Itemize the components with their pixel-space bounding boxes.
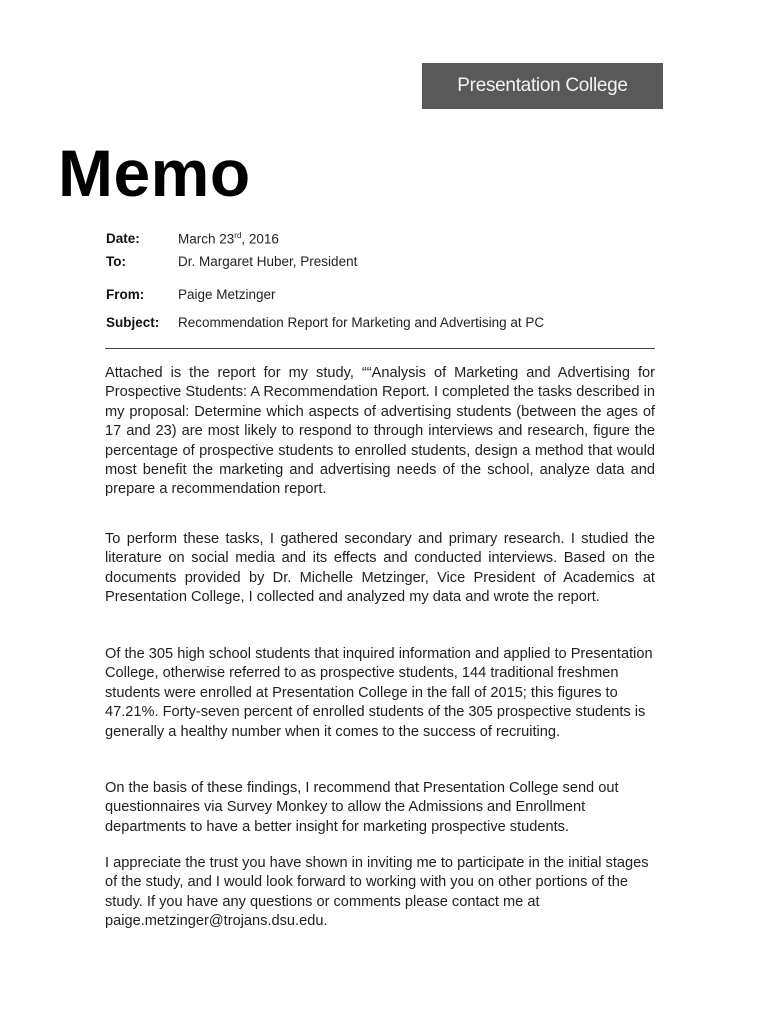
from-label: From: (106, 287, 145, 302)
date-suffix: rd (234, 231, 242, 240)
date-value (178, 231, 279, 247)
date-label: Date: (106, 231, 140, 246)
header-divider (105, 348, 655, 349)
college-banner (422, 63, 663, 109)
body-paragraph-1: Attached is the report for my study, ““Analysis of Marketing and Advertising for Prospective Students: A Recommendation Report. I completed the tasks described in my proposal: Determine which aspects of advertising students (between the ages of 17 and 23) are most likely to respond to through interviews and research, figure the percentage of prospective students to enrolled students, design a method that would most benefit the marketing and advertising needs of the school, analyze data and prepare a recommendation report. (105, 365, 655, 498)
memo-date-row (106, 231, 279, 247)
body-paragraph-2: To perform these tasks, I gathered secondary and primary research. I studied the literature on social media and its effects and conducted interviews. Based on the documents provided by Dr. Michelle Metzinger, Vice President of Academics at Presentation College, I collected and analyzed my data and wrote the report. (105, 531, 655, 606)
body-paragraph-4: On the basis of these findings, I recommend that Presentation College send out questionnaires via Survey Monkey to allow the Admissions and Enrollment departments to have a better insight for marketing prospective students. (105, 780, 619, 835)
subject-value: Recommendation Report for Marketing and Advertising at PC (178, 315, 545, 330)
date-year: , 2016 (241, 231, 279, 247)
body-paragraph-3: Of the 305 high school students that inquired information and applied to Presentation College, otherwise referred to as prospective students, 144 traditional freshmen students were enrolled at Presentation College in the fall of 2015; this figures to 47.21%. Forty-seven percent of enrolled students of the 305 prospective students is generally a healthy number when it comes to the success of recruiting. (105, 646, 653, 740)
memo-subject-row (106, 315, 544, 330)
page-title: Memo (58, 136, 251, 210)
to-label: To: (106, 254, 126, 269)
from-value: Paige Metzinger (178, 287, 276, 302)
body-paragraph-5: I appreciate the trust you have shown in inviting me to participate in the initial stages of the study, and I would look forward to working with you on other portions of the study. If you have any questions or comments please contact me at paige.metzinger@trojans.dsu.edu. (105, 855, 649, 930)
memo-from-row (106, 287, 276, 302)
date-main: March 23 (178, 231, 235, 247)
subject-label: Subject: (106, 315, 160, 330)
to-value: Dr. Margaret Huber, President (178, 254, 358, 269)
banner-text: Presentation College (457, 75, 628, 96)
memo-to-row (106, 254, 357, 269)
